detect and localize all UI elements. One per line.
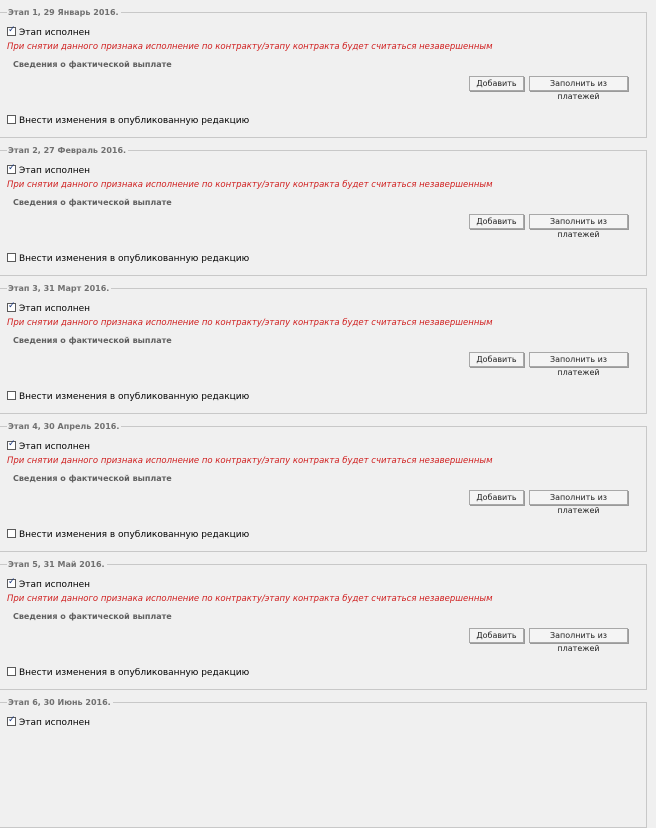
stage-panel-6 [0,698,647,828]
checkbox-icon[interactable] [7,529,16,538]
stage-completed-checkbox[interactable] [7,717,90,729]
add-button[interactable]: Добавить [469,352,524,367]
stage-panel-3 [0,284,647,414]
fill-from-payments-button[interactable]: Заполнить из платежей [529,490,628,505]
uncheck-warning: При снятии данного признака исполнение по контракту/этапу контракта будет считаться незавершенным [7,180,493,190]
fill-from-payments-button[interactable]: Заполнить из платежей [529,628,628,643]
stage-completed-checkbox[interactable] [7,303,90,315]
fill-from-payments-button[interactable]: Заполнить из платежей [529,214,628,229]
uncheck-warning: При снятии данного признака исполнение по контракту/этапу контракта будет считаться незавершенным [7,42,493,52]
edit-published-label: Внести изменения в опубликованную редакцию [19,668,250,678]
stage-completed-label: Этап исполнен [19,442,91,452]
stage-title: Этап 6, 30 Июнь 2016. [8,698,111,707]
stage-panel-4 [0,422,647,552]
fill-from-payments-button[interactable]: Заполнить из платежей [529,76,628,91]
checkbox-icon[interactable] [7,667,16,676]
edit-published-label: Внести изменения в опубликованную редакцию [19,116,250,126]
add-button[interactable]: Добавить [469,214,524,229]
checkmark-icon: ✓ [8,439,16,449]
edit-published-checkbox[interactable] [7,391,249,403]
stage-completed-label: Этап исполнен [19,304,91,314]
edit-published-checkbox[interactable] [7,529,249,541]
checkbox-icon[interactable] [7,27,16,36]
payment-info-heading: Сведения о фактической выплате [13,474,172,483]
stage-completed-label: Этап исполнен [19,718,91,728]
checkbox-icon[interactable] [7,165,16,174]
stage-panel-5 [0,560,647,690]
stage-title: Этап 3, 31 Март 2016. [8,284,110,293]
stage-panel-1 [0,8,647,138]
checkbox-icon[interactable] [7,441,16,450]
checkmark-icon: ✓ [8,163,16,173]
edit-published-checkbox[interactable] [7,253,249,265]
fill-from-payments-button[interactable]: Заполнить из платежей [529,352,628,367]
stage-completed-label: Этап исполнен [19,28,91,38]
stage-title: Этап 1, 29 Январь 2016. [8,8,119,17]
checkbox-icon[interactable] [7,115,16,124]
stage-completed-checkbox[interactable] [7,165,90,177]
checkmark-icon: ✓ [8,715,16,725]
checkmark-icon: ✓ [8,301,16,311]
payment-info-heading: Сведения о фактической выплате [13,60,172,69]
payment-info-heading: Сведения о фактической выплате [13,336,172,345]
stage-completed-checkbox[interactable] [7,579,90,591]
stage-completed-label: Этап исполнен [19,580,91,590]
edit-published-label: Внести изменения в опубликованную редакцию [19,530,250,540]
edit-published-label: Внести изменения в опубликованную редакцию [19,392,250,402]
checkbox-icon[interactable] [7,253,16,262]
stage-title: Этап 2, 27 Февраль 2016. [8,146,127,155]
stage-completed-checkbox[interactable] [7,27,90,39]
edit-published-label: Внести изменения в опубликованную редакцию [19,254,250,264]
stage-panel-2 [0,146,647,276]
uncheck-warning: При снятии данного признака исполнение по контракту/этапу контракта будет считаться незавершенным [7,318,493,328]
edit-published-checkbox[interactable] [7,667,249,679]
add-button[interactable]: Добавить [469,76,524,91]
uncheck-warning: При снятии данного признака исполнение по контракту/этапу контракта будет считаться незавершенным [7,594,493,604]
checkbox-icon[interactable] [7,391,16,400]
stage-completed-checkbox[interactable] [7,441,90,453]
checkbox-icon[interactable] [7,579,16,588]
checkmark-icon: ✓ [8,577,16,587]
payment-info-heading: Сведения о фактической выплате [13,198,172,207]
payment-info-heading: Сведения о фактической выплате [13,612,172,621]
add-button[interactable]: Добавить [469,490,524,505]
checkbox-icon[interactable] [7,303,16,312]
uncheck-warning: При снятии данного признака исполнение по контракту/этапу контракта будет считаться незавершенным [7,456,493,466]
add-button[interactable]: Добавить [469,628,524,643]
edit-published-checkbox[interactable] [7,115,249,127]
stage-title: Этап 4, 30 Апрель 2016. [8,422,120,431]
checkmark-icon: ✓ [8,25,16,35]
stage-completed-label: Этап исполнен [19,166,91,176]
stage-title: Этап 5, 31 Май 2016. [8,560,105,569]
